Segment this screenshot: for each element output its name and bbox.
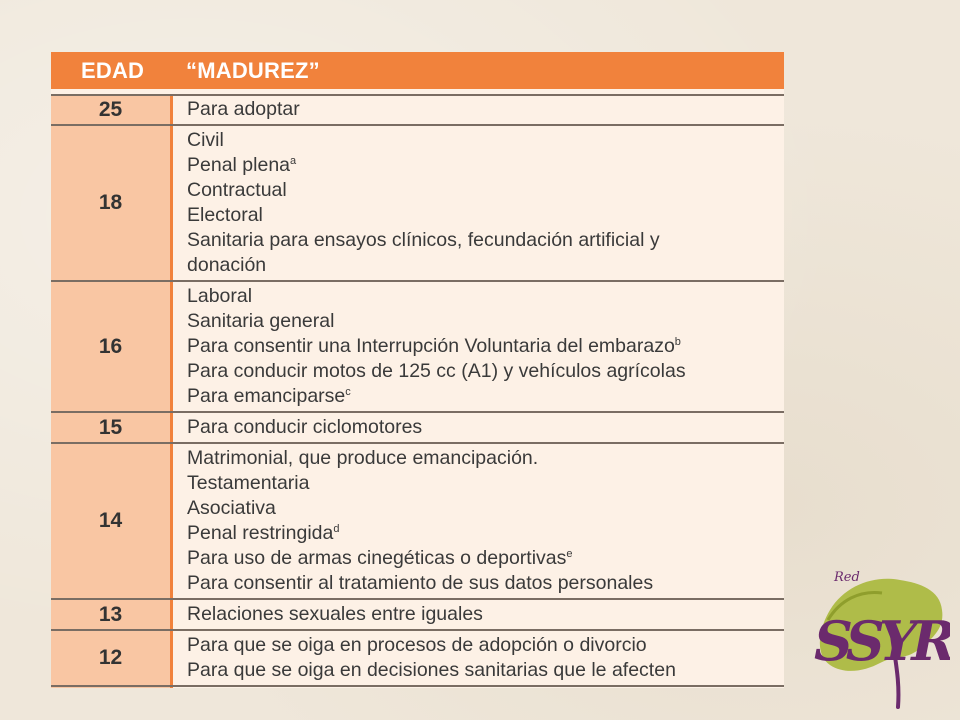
maturity-item-text: Para conducir motos de 125 cc (A1) y vehículos agrícolas <box>187 360 686 382</box>
red-ssyr-logo <box>800 565 950 715</box>
maturity-cell <box>187 633 777 683</box>
maturity-item <box>187 546 777 571</box>
footnote-marker: a <box>290 155 297 167</box>
age-cell: 18 <box>98 191 123 214</box>
maturity-item-text: Para que se oiga en procesos de adopción o divorcio <box>187 634 647 656</box>
maturity-item-text: Para emanciparse <box>187 385 346 407</box>
maturity-item-text: Asociativa <box>187 497 276 519</box>
age-cell: 14 <box>98 509 123 532</box>
maturity-item <box>187 633 777 658</box>
table-body <box>51 94 784 688</box>
maturity-item <box>187 384 777 409</box>
maturity-cell <box>187 128 777 278</box>
maturity-cell <box>187 602 777 627</box>
maturity-item-text: Relaciones sexuales entre iguales <box>187 603 483 625</box>
age-cell: 12 <box>98 646 123 669</box>
maturity-item-text: Para que se oiga en decisiones sanitarias que le afecten <box>187 659 676 681</box>
maturity-item-text: Para consentir una Interrupción Voluntaria del embarazo <box>187 335 675 357</box>
maturity-item <box>187 203 777 228</box>
maturity-age-table <box>51 52 784 688</box>
header-age: EDAD <box>81 58 145 83</box>
footnote-marker: d <box>333 523 340 535</box>
maturity-item-text: Para conducir ciclomotores <box>187 416 423 438</box>
maturity-item <box>187 571 777 596</box>
maturity-item-text: Para adoptar <box>187 98 300 120</box>
maturity-item <box>187 153 777 178</box>
logo-red-text: Red <box>834 570 860 585</box>
maturity-item-text: Civil <box>187 129 224 151</box>
age-cell: 13 <box>98 602 123 626</box>
maturity-cell <box>187 97 777 122</box>
maturity-item <box>187 178 777 203</box>
maturity-item <box>187 309 777 334</box>
maturity-item-text: Para consentir al tratamiento de sus datos personales <box>187 572 654 594</box>
maturity-item <box>187 253 777 278</box>
row-divider <box>51 685 784 687</box>
footnote-marker: c <box>345 386 351 398</box>
maturity-item-text: Laboral <box>187 285 253 307</box>
maturity-cell <box>187 284 777 409</box>
maturity-item <box>187 415 777 440</box>
age-cell: 16 <box>98 334 123 358</box>
age-cell: 15 <box>98 415 123 439</box>
maturity-item <box>187 658 777 683</box>
maturity-item-text: Para uso de armas cinegéticas o deportivas <box>187 547 567 569</box>
maturity-item <box>187 284 777 309</box>
maturity-item-text: Testamentaria <box>187 472 310 494</box>
maturity-cell <box>187 415 777 440</box>
maturity-item-text: Matrimonial, que produce emancipación. <box>187 447 539 469</box>
age-cell: 25 <box>98 97 123 121</box>
maturity-item-text: Sanitaria general <box>187 310 335 332</box>
header-maturity: “MADUREZ” <box>186 58 320 83</box>
maturity-item <box>187 359 777 384</box>
maturity-item-text: Sanitaria para ensayos clínicos, fecundación artificial y <box>187 229 660 251</box>
maturity-item <box>187 128 777 153</box>
maturity-item-text: Electoral <box>187 204 263 226</box>
footnote-marker: e <box>566 548 573 560</box>
maturity-item <box>187 602 777 627</box>
maturity-item-text: Contractual <box>187 179 287 201</box>
maturity-item <box>187 521 777 546</box>
maturity-item <box>187 496 777 521</box>
maturity-item-text: Penal plena <box>187 154 291 176</box>
logo-main-text: SSYR <box>814 609 950 673</box>
maturity-item-text: donación <box>187 254 267 276</box>
maturity-cell <box>187 446 777 596</box>
maturity-item <box>187 446 777 471</box>
maturity-item <box>187 471 777 496</box>
maturity-item <box>187 97 777 122</box>
maturity-item-text: Penal restringida <box>187 522 334 544</box>
table-header <box>51 52 784 89</box>
maturity-item <box>187 334 777 359</box>
footnote-marker: b <box>674 336 681 348</box>
maturity-item <box>187 228 777 253</box>
